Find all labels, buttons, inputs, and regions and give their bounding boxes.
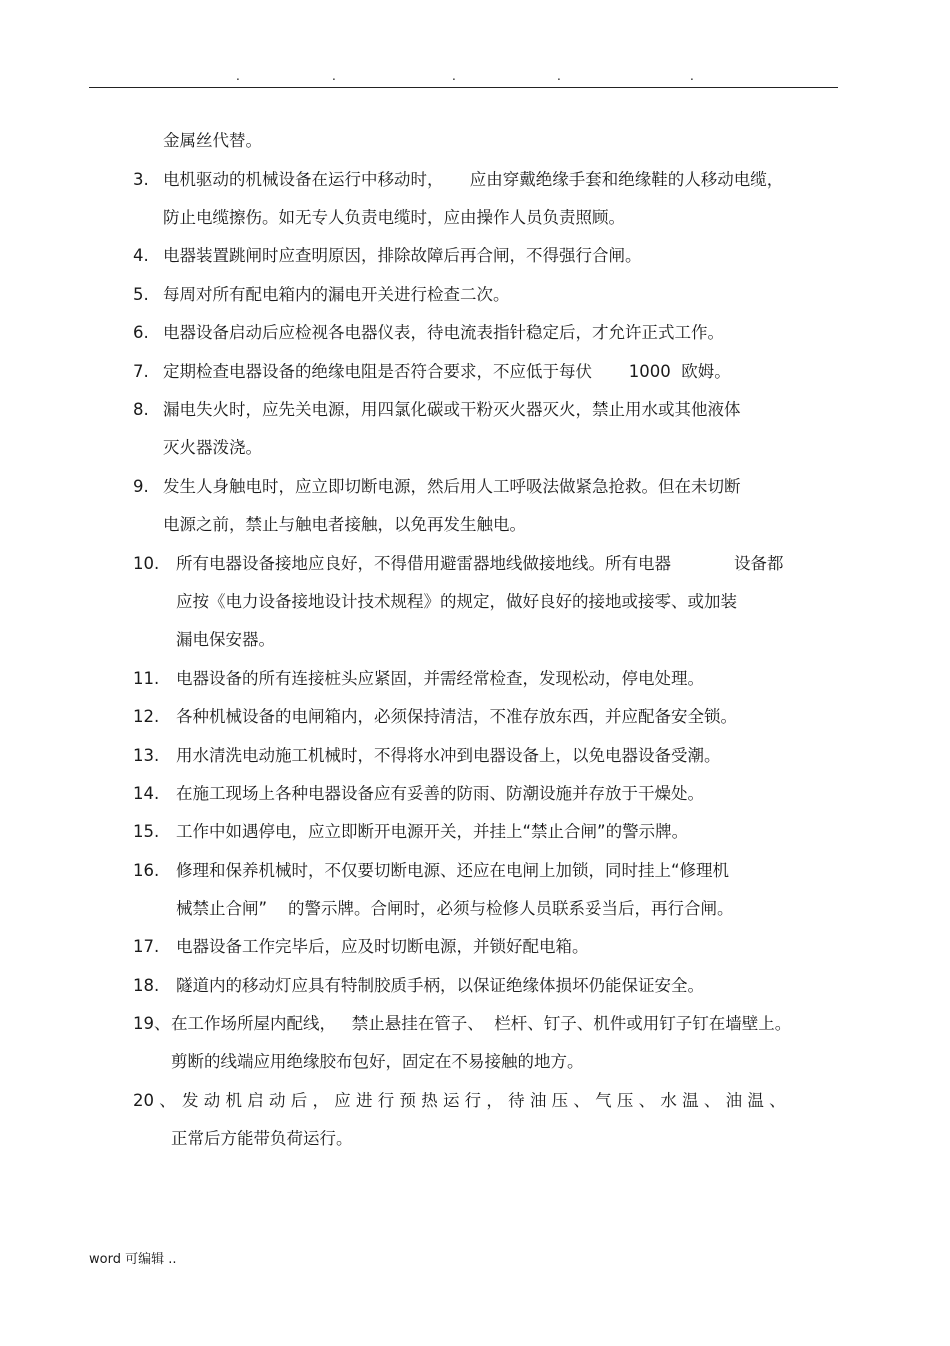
item-number: 17. [133,937,160,956]
item-line: 定期检查电器设备的绝缘电阻是否符合要求，不应低于每伏 1000 欧姆。 [163,362,731,381]
item-number: 15. [133,822,160,841]
item-line: 金属丝代替。 [163,131,262,150]
item-line: 电器设备的所有连接桩头应紧固，并需经常检查，发现松动，停电处理。 [176,669,704,688]
item-line: 电器装置跳闸时应查明原因，排除故障后再合闸，不得强行合闸。 [163,246,642,265]
item-line: 械禁止合闸” 的警示牌。合闸时，必须与检修人员联系妥当后，再行合闸。 [176,899,734,918]
item-number: 4. [133,246,149,265]
item-line: 电器设备启动后应检视各电器仪表，待电流表指针稳定后，才允许正式工作。 [163,323,724,342]
item-number: 20 、 [133,1091,176,1110]
item-line: 正常后方能带负荷运行。 [171,1129,353,1148]
item-line: 电器设备工作完毕后，应及时切断电源，并锁好配电箱。 [176,937,589,956]
header-rule [89,87,838,88]
item-line: 电源之前，禁止与触电者接触，以免再发生触电。 [163,515,526,534]
item-number: 14. [133,784,160,803]
item-number: 19、 [133,1014,171,1033]
item-number: 7. [133,362,149,381]
item-line: 在工作场所屋内配线， 禁止悬挂在管子、 栏杆、钉子、机件或用钉子钉在墙壁上。 [171,1014,792,1033]
item-number: 6. [133,323,149,342]
item-line: 在施工现场上各种电器设备应有妥善的防雨、防潮设施并存放于干燥处。 [176,784,704,803]
item-line: 修理和保养机械时，不仅要切断电源、还应在电闸上加锁，同时挂上“修理机 [176,861,730,880]
item-line: 发生人身触电时，应立即切断电源，然后用人工呼吸法做紧急抢救。但在未切断 [163,477,741,496]
item-line: 漏电保安器。 [176,630,275,649]
item-number: 10. [133,554,160,573]
header-dots [0,70,950,84]
item-number: 5. [133,285,149,304]
item-line: 所有电器设备接地应良好，不得借用避雷器地线做接地线。所有电器 设备都 [176,554,784,573]
item-line: 工作中如遇停电，应立即断开电源开关，并挂上“禁止合闸”的警示牌。 [176,822,689,841]
item-line: 防止电缆擦伤。如无专人负责电缆时，应由操作人员负责照顾。 [163,208,625,227]
item-number: 13. [133,746,160,765]
header-dot: . [332,69,336,83]
item-line: 电机驱动的机械设备在运行中移动时， 应由穿戴绝缘手套和绝缘鞋的人移动电缆， [163,170,784,189]
item-line: 每周对所有配电箱内的漏电开关进行检查二次。 [163,285,510,304]
item-number: 3. [133,170,149,189]
item-line: 隧道内的移动灯应具有特制胶质手柄，以保证绝缘体损坏仍能保证安全。 [176,976,704,995]
item-line: 各种机械设备的电闸箱内，必须保持清洁，不准存放东西，并应配备安全锁。 [176,707,737,726]
item-number: 8. [133,400,149,419]
header-dot: . [690,69,694,83]
item-line: 发 动 机 启 动 后 ， 应 进 行 预 热 运 行 ， 待 油 压 、 气 压 、 水 温 、 油 温 、 [182,1091,786,1110]
footer-text: word 可编辑 .. [89,1252,177,1267]
item-line: 应按《电力设备接地设计技术规程》的规定，做好良好的接地或接零、或加装 [176,592,737,611]
item-line: 剪断的线端应用绝缘胶布包好，固定在不易接触的地方。 [171,1052,584,1071]
item-number: 12. [133,707,160,726]
item-line: 用水清洗电动施工机械时，不得将水冲到电器设备上，以免电器设备受潮。 [176,746,721,765]
item-number: 18. [133,976,160,995]
item-line: 灭火器泼浇。 [163,438,262,457]
item-number: 16. [133,861,160,880]
item-number: 11. [133,669,160,688]
item-number: 9. [133,477,149,496]
item-line: 漏电失火时，应先关电源，用四氯化碳或干粉灭火器灭火，禁止用水或其他液体 [163,400,741,419]
header-dot: . [452,69,456,83]
header-dot: . [557,69,561,83]
header-dot: . [236,69,240,83]
